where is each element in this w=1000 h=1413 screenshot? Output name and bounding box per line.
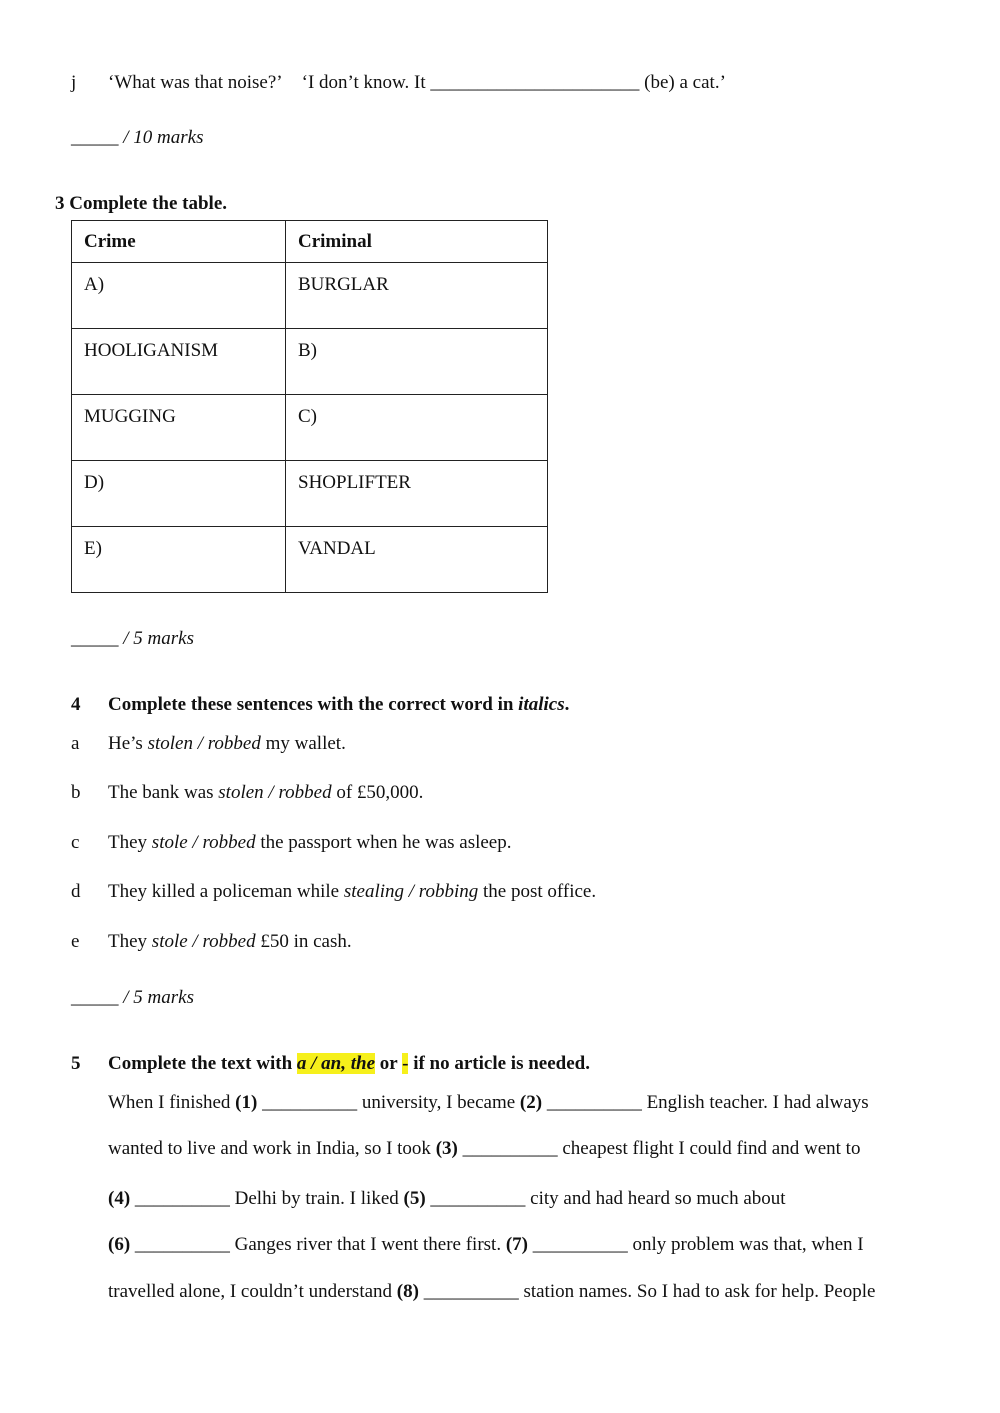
q5-instruction-end: if no article is needed. <box>413 1053 590 1074</box>
word-choice[interactable]: stealing / robbing <box>343 881 479 902</box>
q3-marks-label: / 5 marks <box>123 628 194 649</box>
q4-item-sentence <box>108 733 346 755</box>
sentence-start: The bank was <box>108 782 214 803</box>
text-segment: station names. So I had to ask for help. People <box>523 1281 876 1302</box>
q4-marks-label: / 5 marks <box>123 987 194 1008</box>
q2-item-j-sentence <box>108 72 726 94</box>
q3-instruction: Complete the table. <box>69 193 228 214</box>
q2-quote-b: ‘I don’t know. It <box>301 72 426 93</box>
q4-marks <box>71 987 194 1009</box>
q2-item-letter: j <box>71 72 77 93</box>
cell-criminal: VANDAL <box>286 527 548 593</box>
cell-crime[interactable]: E) <box>72 527 286 593</box>
q5-instruction <box>108 1053 590 1075</box>
q3-heading <box>55 193 227 215</box>
q2-marks <box>71 127 203 149</box>
sentence-end: £50 in cash. <box>260 931 352 952</box>
cell-criminal: SHOPLIFTER <box>286 461 548 527</box>
text-segment: cheapest flight I could find and went to <box>562 1138 861 1159</box>
gap-number: (2) <box>519 1092 543 1113</box>
sentence-start: He’s <box>108 733 143 754</box>
q5-instruction-or: or <box>379 1053 398 1074</box>
q5-highlight-articles: a / an, the <box>296 1053 376 1074</box>
q3-marks-blank[interactable]: _____ <box>71 628 119 649</box>
cell-crime[interactable]: A) <box>72 263 286 329</box>
header-crime: Crime <box>72 221 286 263</box>
q2-answer-blank[interactable]: ______________________ <box>430 72 640 93</box>
word-choice[interactable]: stolen / robbed <box>147 733 261 754</box>
q5-text-line <box>108 1138 860 1160</box>
gap-number: (5) <box>403 1188 426 1209</box>
q5-text-line <box>108 1092 869 1114</box>
gap-number: (6) <box>108 1234 131 1255</box>
table-row <box>72 395 548 461</box>
text-segment: travelled alone, I couldn’t understand <box>108 1281 393 1302</box>
q4-item-sentence <box>108 832 512 854</box>
gap-blank[interactable]: __________ <box>134 1188 230 1209</box>
q2-marks-blank[interactable]: _____ <box>71 127 119 148</box>
q3-marks <box>71 628 194 650</box>
q5-text-line <box>108 1188 786 1210</box>
cell-crime[interactable]: D) <box>72 461 286 527</box>
q2-marks-label: / 10 marks <box>123 127 204 148</box>
gap-number: (3) <box>435 1138 458 1159</box>
q4-instruction-end: . <box>564 694 570 715</box>
cell-crime: MUGGING <box>72 395 286 461</box>
text-segment: Ganges river that I went there first. <box>234 1234 502 1255</box>
table-row <box>72 329 548 395</box>
crime-table <box>71 220 548 593</box>
q5-text-line <box>108 1234 864 1256</box>
text-segment: Delhi by train. I liked <box>234 1188 399 1209</box>
q4-instruction-text: Complete these sentences with the correct word in <box>108 694 514 715</box>
gap-number: (4) <box>108 1188 131 1209</box>
q4-item-letter: e <box>71 931 80 952</box>
q5-text-line <box>108 1281 875 1303</box>
gap-number: (7) <box>505 1234 528 1255</box>
sentence-start: They killed a policeman while <box>108 881 340 902</box>
table-row <box>72 461 548 527</box>
table-row <box>72 263 548 329</box>
gap-blank[interactable]: __________ <box>423 1281 519 1302</box>
text-segment: only problem was that, when I <box>632 1234 864 1255</box>
text-segment: city and had heard so much about <box>530 1188 786 1209</box>
cell-criminal: BURGLAR <box>286 263 548 329</box>
word-choice[interactable]: stolen / robbed <box>218 782 332 803</box>
sentence-start: They <box>108 931 148 952</box>
text-segment: When I finished <box>108 1092 231 1113</box>
q4-item-sentence <box>108 881 596 903</box>
table-header-row <box>72 221 548 263</box>
table-row <box>72 527 548 593</box>
cell-criminal[interactable]: B) <box>286 329 548 395</box>
gap-number: (1) <box>235 1092 258 1113</box>
gap-blank[interactable]: __________ <box>462 1138 558 1159</box>
gap-number: (8) <box>396 1281 419 1302</box>
word-choice[interactable]: stole / robbed <box>151 931 256 952</box>
gap-blank[interactable]: __________ <box>262 1092 358 1113</box>
q5-number: 5 <box>71 1053 81 1074</box>
sentence-start: They <box>108 832 148 853</box>
word-choice[interactable]: stole / robbed <box>151 832 256 853</box>
text-segment: English teacher. I had always <box>646 1092 869 1113</box>
gap-blank[interactable]: __________ <box>546 1092 642 1113</box>
sentence-end: of £50,000. <box>336 782 424 803</box>
q4-instruction-italic: italics <box>518 694 565 715</box>
q3-number: 3 <box>55 193 65 214</box>
cell-criminal[interactable]: C) <box>286 395 548 461</box>
q4-marks-blank[interactable]: _____ <box>71 987 119 1008</box>
header-criminal: Criminal <box>286 221 548 263</box>
q4-number: 4 <box>71 694 81 715</box>
q4-item-letter: c <box>71 832 80 853</box>
q4-item-letter: d <box>71 881 81 902</box>
sentence-end: the post office. <box>483 881 597 902</box>
q2-quote-tail: (be) a cat.’ <box>644 72 726 93</box>
q5-highlight-dash: - <box>402 1053 409 1074</box>
gap-blank[interactable]: __________ <box>430 1188 526 1209</box>
q2-quote-a: ‘What was that noise?’ <box>108 72 283 93</box>
sentence-end: my wallet. <box>265 733 346 754</box>
cell-crime: HOOLIGANISM <box>72 329 286 395</box>
text-segment: wanted to live and work in India, so I took <box>108 1138 431 1159</box>
gap-blank[interactable]: __________ <box>134 1234 230 1255</box>
sentence-end: the passport when he was asleep. <box>260 832 512 853</box>
q4-item-sentence <box>108 931 352 953</box>
q4-item-letter: b <box>71 782 81 803</box>
q4-instruction <box>108 694 569 716</box>
q4-item-sentence <box>108 782 423 804</box>
q4-item-letter: a <box>71 733 80 754</box>
q5-instruction-text: Complete the text with <box>108 1053 293 1074</box>
gap-blank[interactable]: __________ <box>532 1234 628 1255</box>
text-segment: university, I became <box>361 1092 516 1113</box>
